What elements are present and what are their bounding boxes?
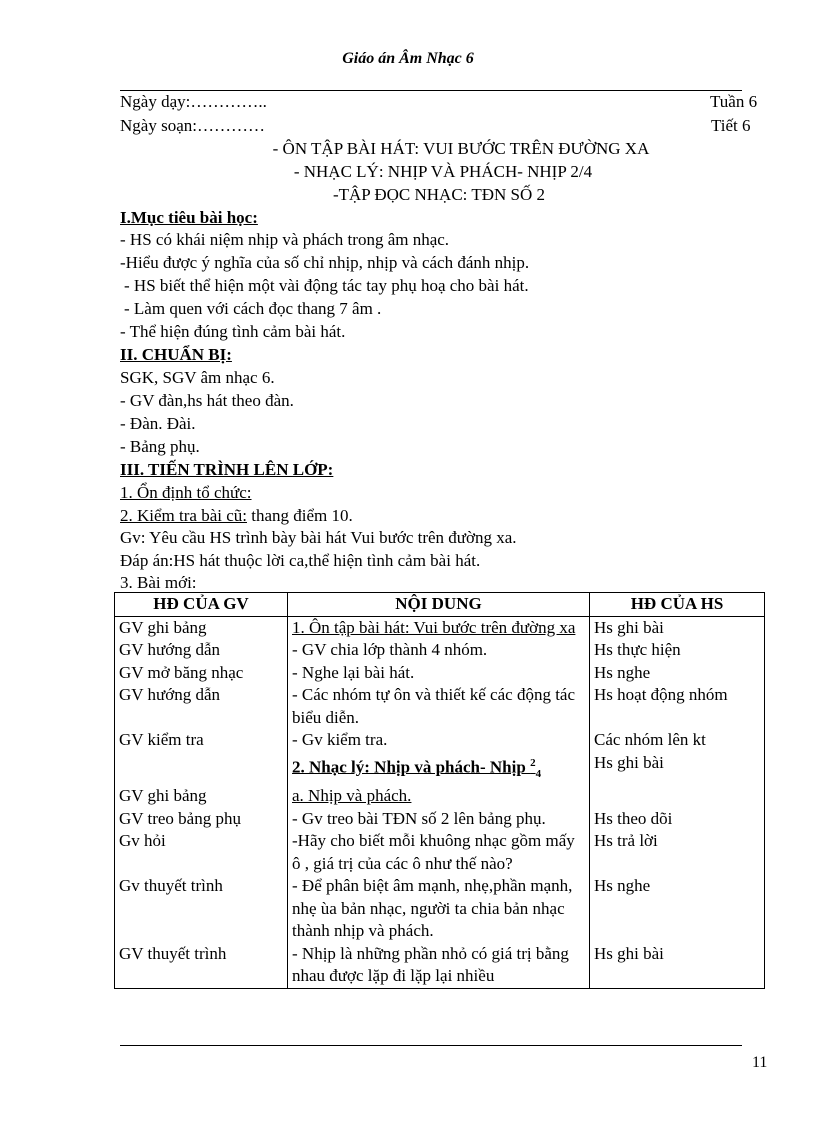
header-teacher-activity: HĐ CỦA GV xyxy=(115,593,288,617)
table-row xyxy=(115,616,765,639)
student-activity-cell: Hs theo dõi xyxy=(590,808,765,831)
period-label: Tiết 6 xyxy=(711,116,751,135)
lesson-title-3: -TẬP ĐỌC NHẠC: TĐN SỐ 2 xyxy=(332,185,546,204)
page-number: 11 xyxy=(752,1054,768,1071)
teacher-activity-cell: GV hướng dẫn xyxy=(115,684,288,729)
time-signature-denominator: 4 xyxy=(535,767,542,780)
lesson-title-2: - NHẠC LÝ: NHỊP VÀ PHÁCH- NHỊP 2/4 xyxy=(293,162,593,181)
student-activity-cell: Hs ghi bài xyxy=(590,943,765,989)
document-header-title: Giáo án Âm Nhạc 6 xyxy=(342,50,474,67)
content-cell: - Gv treo bài TĐN số 2 lên bảng phụ. xyxy=(288,808,590,831)
student-activity-cell: Hs ghi bài xyxy=(590,752,765,786)
teacher-activity-cell: GV thuyết trình xyxy=(115,943,288,989)
week-label: Tuần 6 xyxy=(710,92,758,111)
student-activity-cell: Hs ghi bài xyxy=(590,616,765,639)
content-cell: -Hãy cho biết mỗi khuông nhạc gồm mấy ô , giá trị của các ô như thế nào? xyxy=(288,830,590,875)
teacher-activity-cell: GV kiểm tra xyxy=(115,729,288,752)
table-row xyxy=(115,785,765,808)
step-check-label: 2. Kiểm tra bài cũ: xyxy=(120,506,247,525)
table-row xyxy=(115,830,765,875)
teacher-activity-cell: Gv thuyết trình xyxy=(115,875,288,943)
answer-key: Đáp án:HS hát thuộc lời ca,thể hiện tình cảm bài hát. xyxy=(120,551,481,570)
preparation-item: - Đàn. Đài. xyxy=(120,414,196,433)
step-stabilize-class: 1. Ổn định tổ chức: xyxy=(120,483,252,502)
objective-item: -Hiểu được ý nghĩa của số chỉ nhịp, nhịp và cách đánh nhịp. xyxy=(120,253,530,272)
section-objectives-heading: I.Mục tiêu bài học: xyxy=(120,208,258,227)
student-activity-cell xyxy=(590,785,765,808)
objective-item: - HS biết thể hiện một vài động tác tay phụ hoạ cho bài hát. xyxy=(124,276,529,295)
student-activity-cell: Các nhóm lên kt xyxy=(590,729,765,752)
table-header-row xyxy=(115,593,765,617)
table-row xyxy=(115,808,765,831)
objective-item: - HS có khái niệm nhịp và phách trong âm nhạc. xyxy=(120,230,450,249)
step-check-old-lesson xyxy=(120,506,353,526)
teacher-question: Gv: Yêu cầu HS trình bày bài hát Vui bước trên đường xa. xyxy=(120,528,517,547)
table-body xyxy=(115,616,765,988)
teacher-activity-cell: GV mở băng nhạc xyxy=(115,662,288,685)
content-cell xyxy=(288,752,590,786)
preparation-item: SGK, SGV âm nhạc 6. xyxy=(120,368,275,387)
content-cell: - Gv kiểm tra. xyxy=(288,729,590,752)
teacher-activity-cell: GV hướng dẫn xyxy=(115,639,288,662)
teacher-activity-cell: GV ghi bảng xyxy=(115,785,288,808)
teacher-activity-cell: GV treo bảng phụ xyxy=(115,808,288,831)
preparation-item: - Bảng phụ. xyxy=(120,437,200,456)
time-signature-numerator: 2 xyxy=(530,756,536,769)
section-preparation-heading: II. CHUẨN BỊ: xyxy=(120,345,232,364)
content-cell: a. Nhịp và phách. xyxy=(288,785,590,808)
student-activity-cell: Hs nghe xyxy=(590,662,765,685)
content-cell: - Để phân biệt âm mạnh, nhẹ,phần mạnh, nhẹ ùa bản nhạc, người ta chia bản nhạc thành nhịp và phách. xyxy=(288,875,590,943)
table-row xyxy=(115,943,765,989)
objective-item: - Thể hiện đúng tình cảm bài hát. xyxy=(120,322,346,341)
content-cell: - GV chia lớp thành 4 nhóm. xyxy=(288,639,590,662)
student-activity-cell: Hs thực hiện xyxy=(590,639,765,662)
table-row xyxy=(115,662,765,685)
table-row xyxy=(115,875,765,943)
teaching-date: Ngày dạy:………….. xyxy=(120,92,267,111)
content-cell: 1. Ôn tập bài hát: Vui bước trên đường xa xyxy=(288,616,590,639)
table-row xyxy=(115,729,765,752)
preparation-date: Ngày soạn:………… xyxy=(120,116,265,135)
student-activity-cell: Hs trả lời xyxy=(590,830,765,875)
table-row xyxy=(115,639,765,662)
time-signature xyxy=(530,756,542,780)
content-cell: - Nghe lại bài hát. xyxy=(288,662,590,685)
teacher-activity-cell: Gv hỏi xyxy=(115,830,288,875)
student-activity-cell: Hs nghe xyxy=(590,875,765,943)
lesson-title-1: - ÔN TẬP BÀI HÁT: VUI BƯỚC TRÊN ĐƯỜNG XA xyxy=(272,139,650,158)
preparation-item: - GV đàn,hs hát theo đàn. xyxy=(120,391,294,410)
teacher-activity-cell xyxy=(115,752,288,786)
section-procedure-heading: III. TIẾN TRÌNH LÊN LỚP: xyxy=(120,460,334,479)
content-cell: - Các nhóm tự ôn và thiết kế các động tác biểu diễn. xyxy=(288,684,590,729)
lesson-plan-table xyxy=(114,592,765,989)
objective-item: - Làm quen với cách đọc thang 7 âm . xyxy=(124,299,382,318)
footer-rule xyxy=(120,1045,742,1046)
table-row xyxy=(115,752,765,786)
step-new-lesson: 3. Bài mới: xyxy=(120,573,197,592)
teacher-activity-cell: GV ghi bảng xyxy=(115,616,288,639)
student-activity-cell: Hs hoạt động nhóm xyxy=(590,684,765,729)
content-cell: - Nhịp là những phần nhỏ có giá trị bằng nhau được lặp đi lặp lại nhiều xyxy=(288,943,590,989)
header-rule xyxy=(120,90,742,91)
header-student-activity: HĐ CỦA HS xyxy=(590,593,765,617)
content-section-title: 2. Nhạc lý: Nhịp và phách- Nhịp xyxy=(292,757,531,777)
step-check-text: thang điểm 10. xyxy=(247,506,353,525)
header-content: NỘI DUNG xyxy=(288,593,590,617)
table-row xyxy=(115,684,765,729)
